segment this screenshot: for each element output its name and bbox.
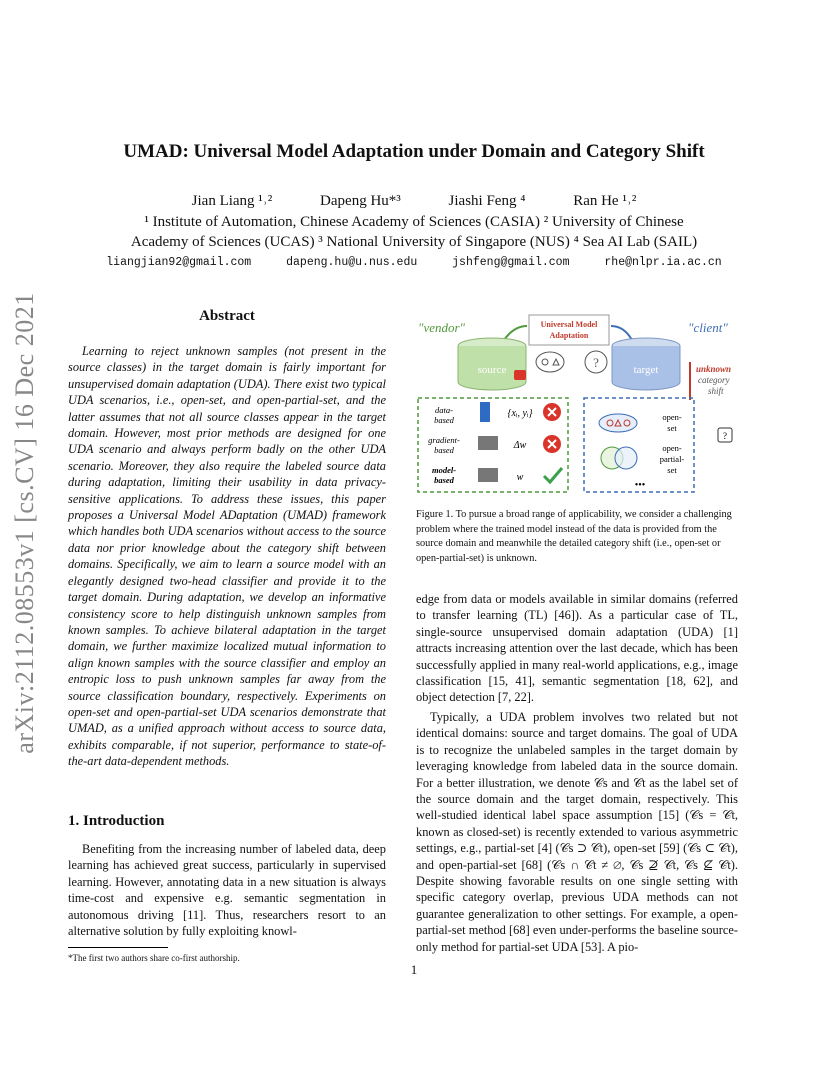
- email-1[interactable]: liangjian92@gmail.com: [106, 256, 252, 269]
- affiliation-line-2: Academy of Sciences (UCAS) ³ National University of Singapore (NUS) ⁴ Sea AI Lab (SAIL): [130, 234, 698, 250]
- svg-text:set: set: [667, 423, 677, 433]
- author-2: Dapeng Hu*³: [320, 193, 401, 209]
- email-4[interactable]: rhe@nlpr.ia.ac.cn: [604, 256, 722, 269]
- intro-paragraph-1: Benefiting from the increasing number of labeled data, deep learning has achieved great success, particularly in supervised learning. However, annotating data in a new situation is always time-cost and expensive e.g. semantic segmentation in autonomous driving [11]. Thus, researchers resort to an alternative solution by fully exploiting knowl-: [68, 842, 386, 939]
- svg-text:gradient-: gradient-: [428, 435, 460, 445]
- open-set-icon: [599, 414, 637, 432]
- introduction-heading: 1. Introduction: [68, 813, 165, 829]
- svg-text:data-: data-: [435, 405, 453, 415]
- uma-title-2: Adaptation: [549, 331, 589, 340]
- svg-text:?: ?: [593, 355, 599, 370]
- network-icon-1: [478, 436, 498, 450]
- footnote-rule: [68, 947, 168, 948]
- abstract-text: Learning to reject unknown samples (not present in the source classes) in the target domain is fairly important for unsupervised domain adaptation (UDA). There exist two typical UDA scenarios, i.e., open-set, and open-partial-set, and the latter assumes that not all source classes appear in the target domain. However, most prior methods are designed for one UDA scenario and always perform badly on the other UDA scenario. Moreover, they also require the labeled source data during adaptation, limiting their usability in data privacy-sensitive applications. To address these issues, this paper proposes a Universal Model ADaptation (UMAD) framework which handles both UDA scenarios without access to the source data nor prior knowledge about the category shift between domains. Specifically, we aim to learn a source model with an elegantly designed two-head classifier and provide it to the target domain. During adaptation, we develop an informative consistency score to help distinguish unknown samples from known samples. To achieve bilateral adaptation in the target domain, we further maximize localized mutual information to align known samples with the source classifier and employ an entropic loss to push unknown samples far away from the source classification boundary, respectively. Experiments on open-set and open-partial-set UDA scenarios demonstrate that UMAD, as a unified approach without access to source data, exhibits comparable, if not superior, performance to state-of-the-art data-dependent methods.: [68, 344, 386, 769]
- svg-text:partial-: partial-: [659, 454, 685, 464]
- intro-paragraph-1-continued: edge from data or models available in similar domains (referred to transfer learning (TL) [46]). As a particular case of TL, single-source unsupervised domain adaptation (UDA) [1] attracts increasing attention over the last decade, which has been successfully applied in many real-world applications, e.g., image classification [15, 41], semantic segmentation [18, 62], and object detection [7, 22].: [416, 592, 738, 705]
- figure-1-caption: Figure 1. To pursue a broad range of applicability, we consider a challenging problem where the trained model instead of the data is provided from the source domain and meanwhile the detailed category shift (i.e., open-set or open-partial-set) is unknown.: [416, 509, 732, 564]
- svg-text:set: set: [667, 465, 677, 475]
- arxiv-identifier: arXiv:2112.08553v1 [cs.CV] 16 Dec 2021: [10, 292, 39, 754]
- svg-text:w: w: [516, 472, 524, 483]
- svg-text:open-: open-: [662, 412, 682, 422]
- email-2[interactable]: dapeng.hu@u.nus.edu: [286, 256, 418, 269]
- page-number: 1: [410, 962, 418, 977]
- svg-text:based: based: [434, 445, 454, 455]
- shift-label: shift: [708, 386, 724, 396]
- paper-title: UMAD: Universal Model Adaptation under Domain and Category Shift: [123, 141, 705, 162]
- data-icon: [480, 402, 490, 422]
- category-label: category: [698, 375, 730, 385]
- affiliation-line-1: ¹ Institute of Automation, Chinese Academy of Sciences (CASIA) ² University of Chinese: [144, 214, 684, 230]
- svg-text:Δw: Δw: [513, 440, 527, 451]
- arrow-right: [611, 326, 632, 340]
- figure-1: [414, 312, 744, 498]
- author-emails: [0, 256, 828, 269]
- svg-text:based: based: [434, 475, 454, 485]
- abstract-heading: Abstract: [199, 308, 255, 324]
- author-list: [0, 193, 828, 210]
- unknown-label: unknown: [696, 364, 732, 374]
- vendor-label: "vendor": [418, 320, 466, 335]
- opp-icon-right: [615, 447, 637, 469]
- source-label: source: [477, 364, 507, 376]
- svg-text:•••: •••: [634, 480, 646, 491]
- footnote: *The first two authors share co-first authorship.: [68, 953, 240, 963]
- client-label: "client": [688, 320, 728, 335]
- svg-text:based: based: [434, 415, 454, 425]
- check-icon: [544, 468, 562, 482]
- svg-text:{xᵢ, yᵢ}: {xᵢ, yᵢ}: [507, 408, 533, 419]
- author-1: Jian Liang ¹˒²: [191, 193, 273, 209]
- target-label: target: [633, 364, 659, 376]
- arrow-left: [504, 326, 527, 340]
- network-icon-2: [478, 468, 498, 482]
- shapes-icon: [536, 352, 564, 372]
- svg-text:?: ?: [723, 431, 727, 441]
- author-3: Jiashi Feng ⁴: [448, 193, 526, 209]
- intro-paragraph-2: Typically, a UDA problem involves two related but not identical domains: source and target domains. The goal of UDA is to recognize the unlabeled samples in the target domain by leveraging knowledge from labeled data in the source domain. For a better illustration, we denote 𝒞s and 𝒞t as the label set of the source domain and the target domain, respectively. This well-studied identical label space assumption [15] (𝒞s = 𝒞t, known as closed-set) is recently extended to various asymmetric settings, e.g., partial-set [4] (𝒞s ⊃ 𝒞t), open-set [59] (𝒞s ⊂ 𝒞t), and open-partial-set [68] (𝒞s ∩ 𝒞t ≠ ∅, 𝒞s ⊉ 𝒞t, 𝒞s ⊈ 𝒞t). Despite showing favorable results on one single setting with specific category overlap, previous UDA methods can not guarantee generalization to other settings. For example, a open-partial-set method [68] even under-performs the baseline source-only method for partial-set UDA [53]. A pio-: [416, 710, 738, 954]
- lock-icon: [514, 370, 526, 380]
- uma-title-1: Universal Model: [540, 320, 598, 329]
- svg-text:model-: model-: [431, 465, 457, 475]
- email-3[interactable]: jshfeng@gmail.com: [452, 256, 570, 269]
- svg-text:open-: open-: [662, 443, 682, 453]
- author-4: Ran He ¹˒²: [573, 193, 637, 209]
